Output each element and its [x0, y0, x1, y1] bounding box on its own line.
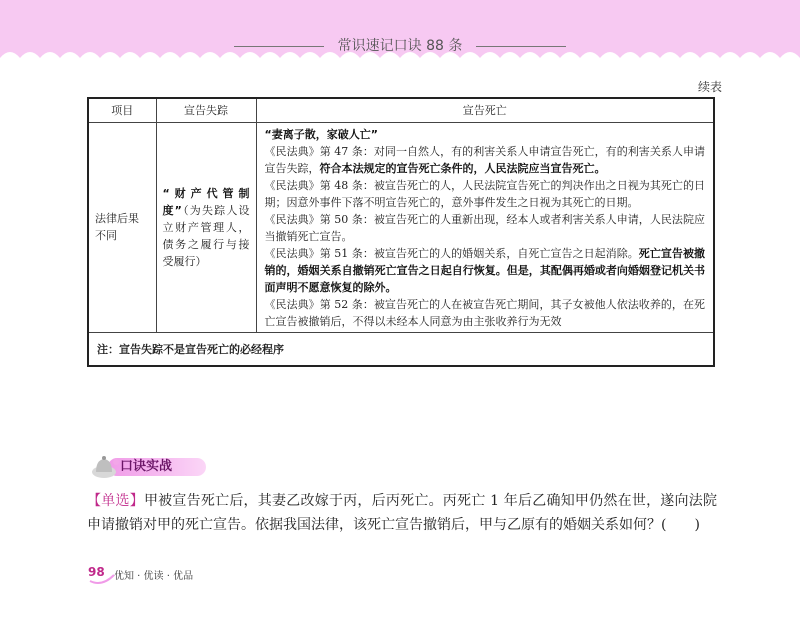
section-title: 口诀实战: [120, 459, 173, 474]
question-tag: 【单选】: [87, 493, 144, 509]
table-row: [88, 122, 714, 332]
missing-cell: [156, 122, 256, 332]
continued-label: 续表: [697, 80, 722, 94]
banner-rule-right: [476, 46, 566, 47]
article-47-bold: 符合本法规定的宣告死亡条件的，人民法院应当宣告死亡。: [319, 161, 606, 175]
table-note-row: [88, 332, 714, 366]
article-51-bold: 死亡宣告被撤销的，婚姻关系自撤销死亡宣告之日起自行恢复。但是，其配偶再婚或者向婚姻登记机关书面声明不愿意恢复的除外。: [264, 246, 705, 294]
comparison-table: [87, 97, 715, 367]
page-footer: [88, 563, 228, 585]
row-item-label: 法律后果不同: [88, 122, 156, 332]
page-number: 98: [88, 565, 105, 579]
banner-title-row: [0, 38, 800, 54]
table-note: 注：宣告失踪不是宣告死亡的必经程序: [88, 332, 714, 366]
death-article-50: 《民法典》第 50 条：被宣告死亡的人重新出现，经本人或者利害关系人申请，人民法院应当撤销死亡宣告。: [264, 212, 705, 243]
header-death: 宣告死亡: [256, 98, 714, 122]
footer-slogan: 优知 · 优读 · 优品: [114, 571, 194, 582]
banner-title: 常识速记口诀 88 条: [337, 38, 463, 54]
missing-text: （为失踪人设立财产管理人，债务之履行与接受履行）: [162, 203, 250, 268]
header-missing: 宣告失踪: [156, 98, 256, 122]
bell-mascot-icon: [90, 454, 124, 480]
death-article-51: [265, 245, 706, 296]
death-article-48: 《民法典》第 48 条：被宣告死亡的人，人民法院宣告死亡的判决作出之日视为其死亡的日期；因意外事件下落不明宣告死亡的，意外事件发生之日视为其死亡的日期。: [264, 178, 705, 209]
banner-rule-left: [234, 46, 324, 47]
table-header-row: [88, 98, 714, 122]
header-banner: [0, 0, 800, 58]
death-cell: [256, 122, 714, 332]
death-article-52: 《民法典》第 52 条：被宣告死亡的人在被宣告死亡期间，其子女被他人依法收养的，在死亡宣告被撤销后，不得以未经本人同意为由主张收养行为无效: [264, 297, 705, 328]
article-47-text: 《民法典》第 47 条：对同一自然人，有的利害关系人申请宣告死亡，有的利害关系人申请宣告失踪，: [264, 144, 705, 175]
article-51-text: 《民法典》第 51 条：被宣告死亡的人的婚姻关系，自死亡宣告之日起消除。: [264, 246, 639, 260]
death-article-47: [265, 143, 706, 177]
death-slogan: “妻离子散，家破人亡”: [264, 127, 378, 141]
missing-bold: “财产代管制度”: [162, 186, 250, 217]
question-paragraph: [87, 489, 717, 537]
question-text: 甲被宣告死亡后，其妻乙改嫁于丙，后丙死亡。丙死亡 1 年后乙确知甲仍然在世，遂向法院申请撤销对甲的死亡宣告。依据我国法律，该死亡宣告撤销后，甲与乙原有的婚姻关系如何？( ): [87, 493, 718, 533]
header-item: 项目: [88, 98, 156, 122]
section-heading: [90, 454, 208, 478]
